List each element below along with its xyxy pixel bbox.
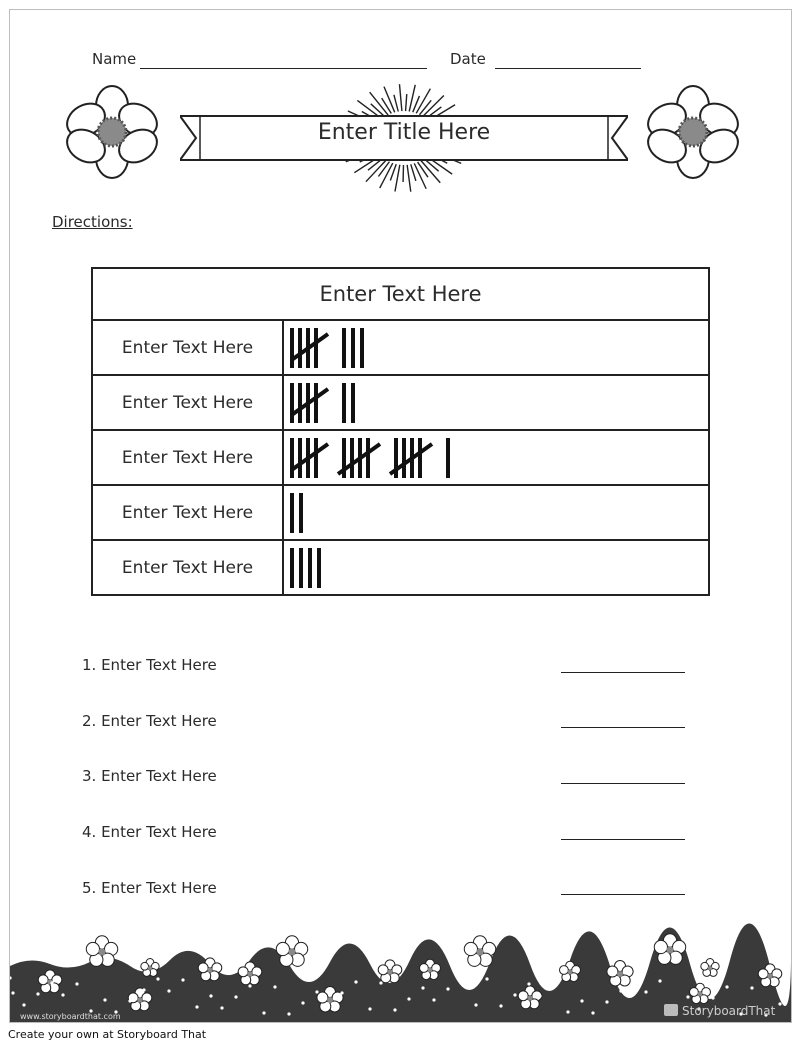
tally-mark-icon — [290, 381, 690, 425]
banner-title-wrap — [200, 120, 608, 145]
row-label[interactable]: Enter Text Here — [92, 485, 283, 540]
row-label[interactable]: Enter Text Here — [92, 320, 283, 375]
date-label: Date — [450, 50, 486, 68]
watermark-left: www.storyboardthat.com — [20, 1012, 121, 1021]
name-line[interactable] — [140, 68, 427, 69]
tally-cell — [283, 430, 709, 485]
tally-mark-icon — [290, 436, 690, 480]
directions-label: Directions: — [52, 213, 133, 231]
table-header[interactable]: Enter Text Here — [92, 268, 709, 320]
question-3[interactable]: 3. Enter Text Here — [82, 767, 217, 785]
tally-cell — [283, 485, 709, 540]
watermark-right: StoryboardThat — [682, 1004, 776, 1018]
answer-line-3[interactable] — [561, 783, 685, 784]
answer-line-5[interactable] — [561, 894, 685, 895]
table-row — [92, 375, 709, 430]
flower-border-decoration — [10, 922, 791, 1022]
table-row — [92, 320, 709, 375]
tally-cell — [283, 375, 709, 430]
footer-caption[interactable]: Create your own at Storyboard That — [8, 1028, 207, 1041]
flower-icon — [66, 84, 158, 180]
row-label[interactable]: Enter Text Here — [92, 540, 283, 595]
question-4[interactable]: 4. Enter Text Here — [82, 823, 217, 841]
row-label[interactable]: Enter Text Here — [92, 375, 283, 430]
table-row — [92, 540, 709, 595]
question-2[interactable]: 2. Enter Text Here — [82, 712, 217, 730]
tally-table — [91, 267, 710, 596]
table-row — [92, 430, 709, 485]
question-1[interactable]: 1. Enter Text Here — [82, 656, 217, 674]
tally-mark-icon — [290, 326, 690, 370]
tally-cell — [283, 540, 709, 595]
worksheet-page — [9, 9, 792, 1023]
answer-line-4[interactable] — [561, 839, 685, 840]
page-title[interactable]: Enter Title Here — [317, 120, 491, 145]
answer-line-1[interactable] — [561, 672, 685, 673]
tally-cell — [283, 320, 709, 375]
name-label: Name — [92, 50, 137, 68]
tally-mark-icon — [290, 491, 690, 535]
row-label[interactable]: Enter Text Here — [92, 430, 283, 485]
flower-icon — [647, 84, 739, 180]
answer-line-2[interactable] — [561, 727, 685, 728]
tally-mark-icon — [290, 546, 690, 590]
table-row — [92, 485, 709, 540]
question-5[interactable]: 5. Enter Text Here — [82, 879, 217, 897]
date-line[interactable] — [495, 68, 641, 69]
